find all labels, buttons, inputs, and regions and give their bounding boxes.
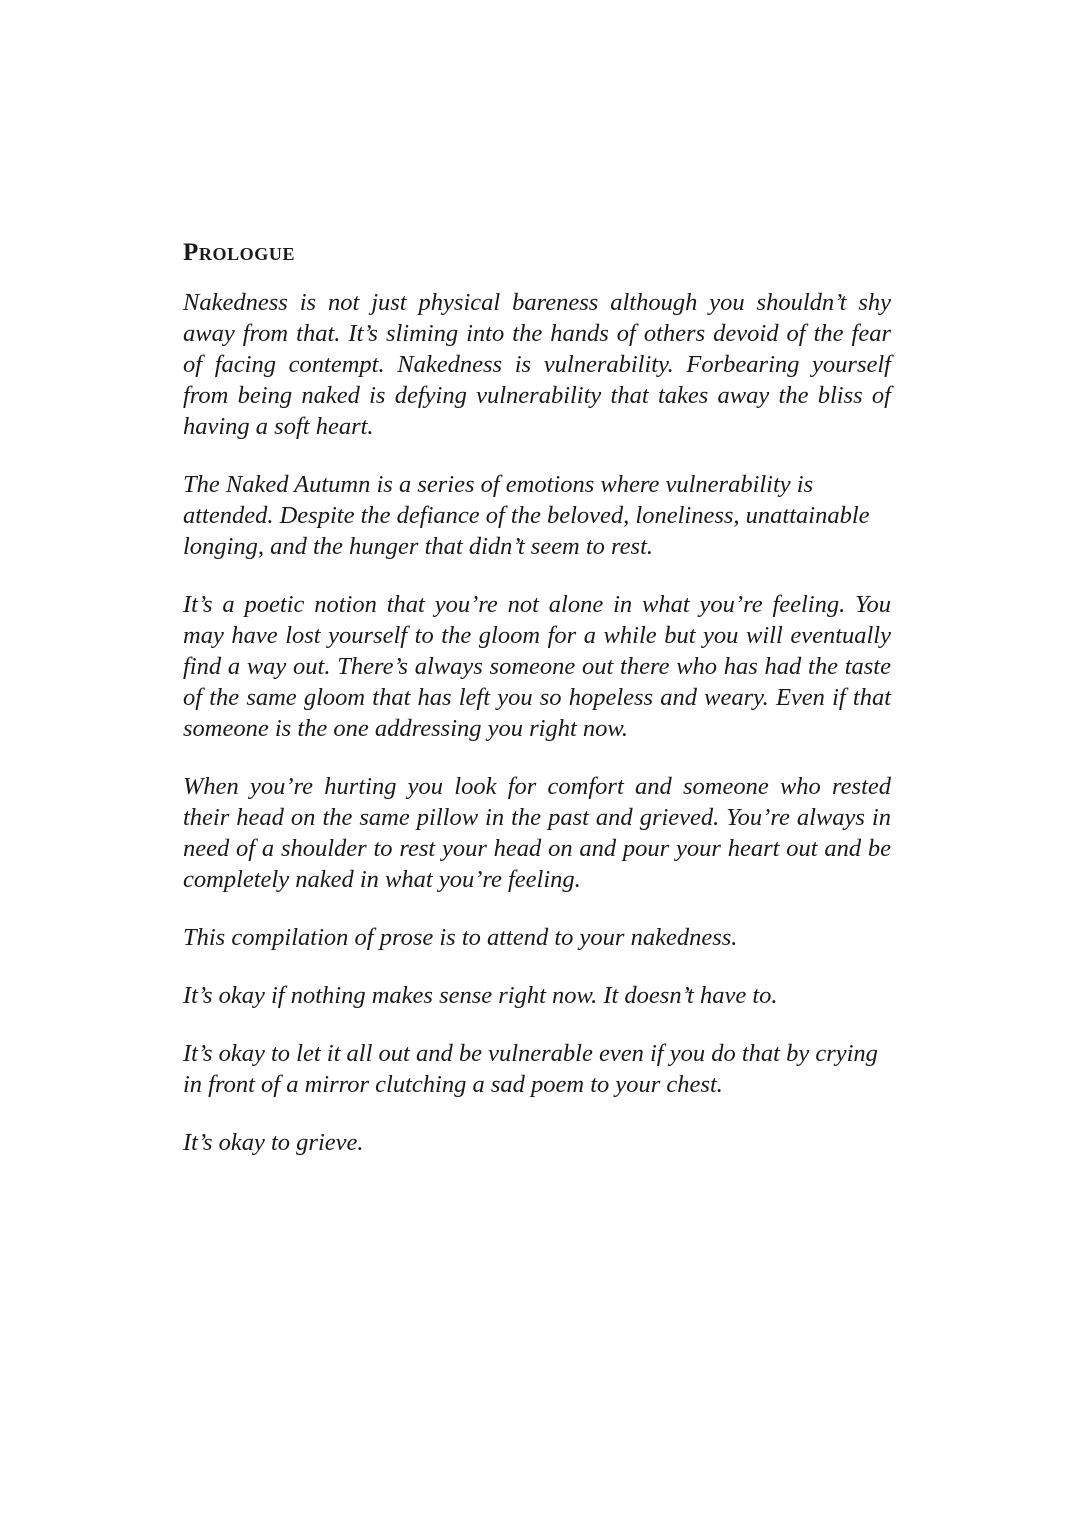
paragraph-8: It’s okay to grieve. [183, 1129, 364, 1156]
chapter-heading: Prologue [183, 239, 296, 266]
paragraph-6: It’s okay if nothing makes sense right now. It doesn’t have to. [183, 982, 778, 1009]
paragraph-2: The Naked Autumn is a series of emotions where vulnerability is attended. Despite the defiance of the beloved, loneliness, unattainable longing, and the hunger that didn’t seem to rest. [183, 471, 870, 560]
paragraph-7: It’s okay to let it all out and be vulnerable even if you do that by crying in front of a mirror clutching a sad poem to your chest. [183, 1040, 878, 1098]
paragraph-3: It’s a poetic notion that you’re not alone in what you’re feeling. You may have lost yourself to the gloom for a while but you will eventually find a way out. There’s always someone out there who has had the taste of the same gloom that has left you so hopeless and weary. Even if that someone is the one addressing you right now. [183, 591, 891, 742]
document-page [183, 238, 891, 1185]
paragraph-4: When you’re hurting you look for comfort and someone who rested their head on the same pillow in the past and grieved. You’re always in need of a shoulder to rest your head on and pour your heart out and be completely naked in what you’re feeling. [183, 773, 891, 893]
paragraph-1: Nakedness is not just physical bareness although you shouldn’t shy away from that. It’s sliming into the hands of others devoid of the fear of facing contempt. Nakedness is vulnerability. Forbearing yourself from being naked is defying vulnerability that takes away the bliss of having a soft heart. [183, 289, 891, 440]
paragraph-5: This compilation of prose is to attend to your nakedness. [183, 924, 738, 951]
